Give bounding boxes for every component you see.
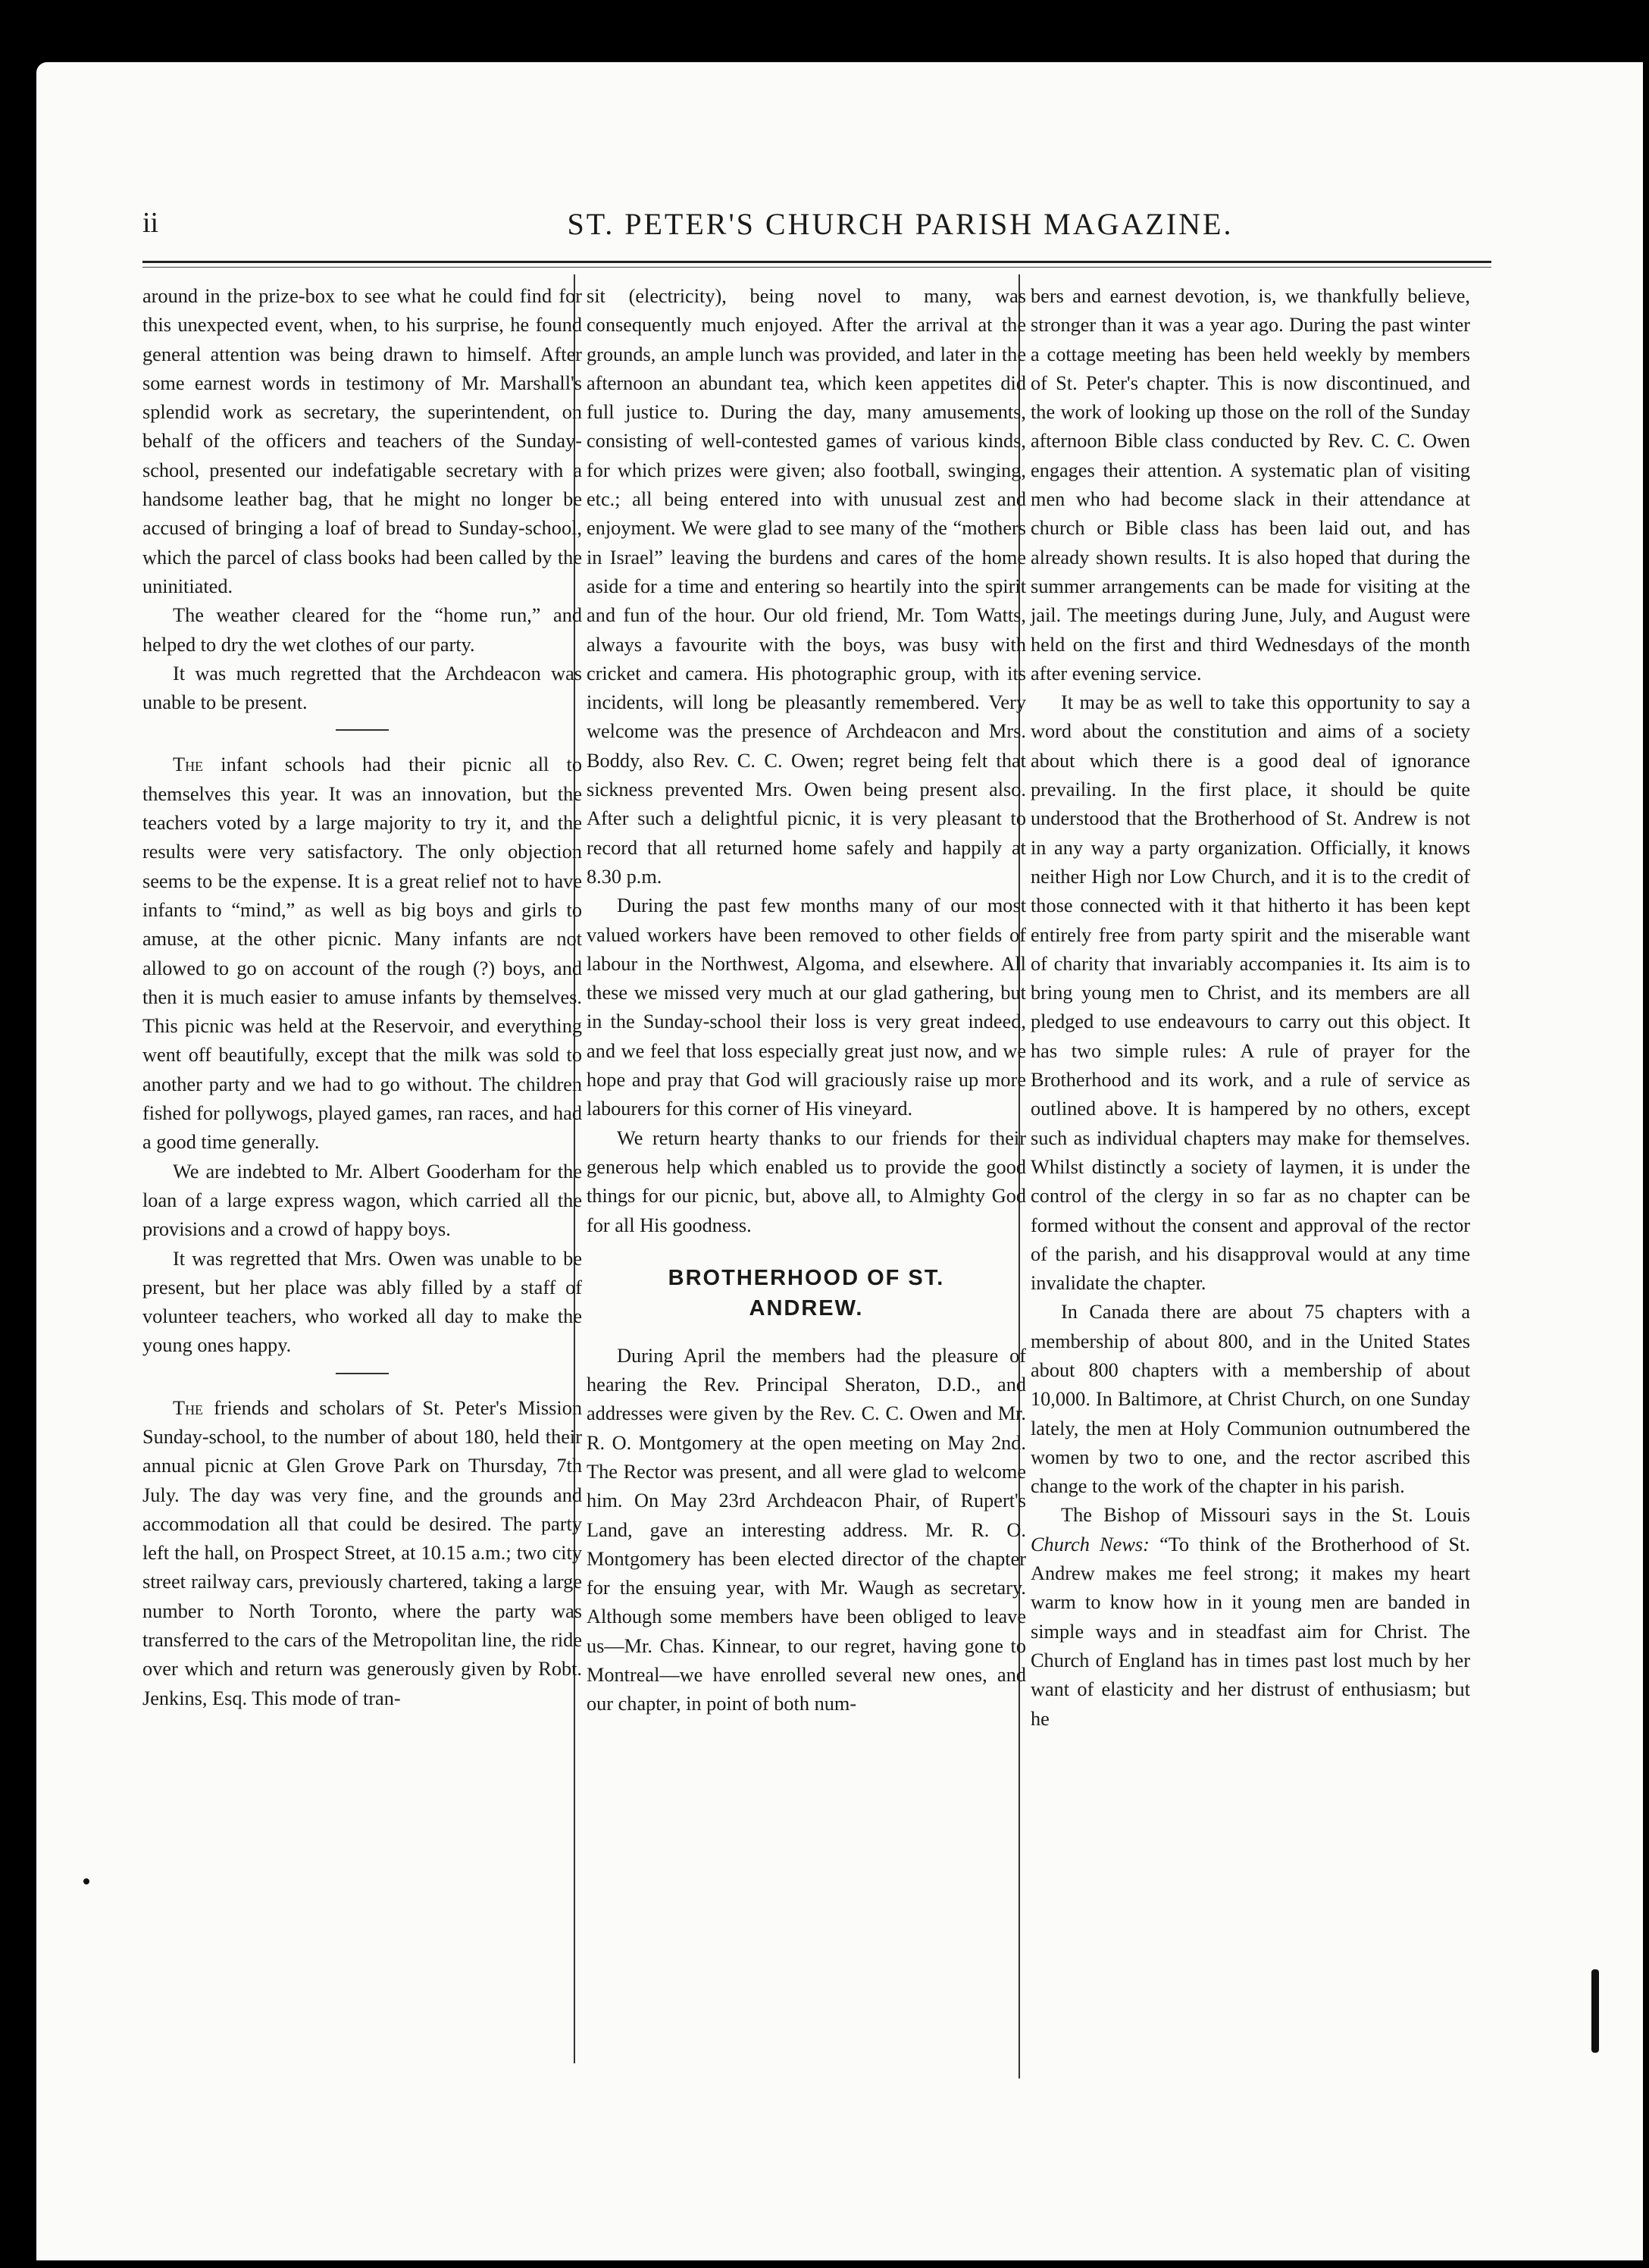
paragraph: It was much regretted that the Archdeacon was unable to be present. bbox=[142, 662, 582, 714]
paragraph bbox=[142, 1394, 582, 1713]
paragraph: around in the prize-box to see what he could find for this unexpected event, when, to his surprise, he found general attention was being drawn to himself. After some earnest words in testimony of Mr. Marshall's splendid work as secretary, the superintendent, on behalf of the officers and teachers of the Sunday-school, presented our indefatigable secretary with a handsome leather bag, that he might no longer be accused of bringing a loaf of bread to Sunday-school, which the parcel of class books had been called by the uninitiated. bbox=[142, 285, 582, 597]
header-rule-thin bbox=[142, 267, 1491, 268]
section-separator bbox=[336, 729, 389, 731]
paragraph: sit (electricity), being novel to many, was consequently much enjoyed. After the arrival at the grounds, an ample lunch was provided, and later in the afternoon an abundant tea, which keen appetites did full justice to. During the day, many amusements, consisting of well-contested games of various kinds, for which prizes were given; also football, swinging, etc.; all being entered into with unusual zest and enjoyment. We were glad to see many of the “mothers in Israel” leaving the burdens and cares of the home aside for a time and entering so heartily into the spirit and fun of the hour. Our old friend, Mr. Tom Watts, always a favourite with the boys, was busy with cricket and camera. His photographic group, with its incidents, will long be pleasantly remembered. Very welcome was the presence of Archdeacon and Mrs. Boddy, also Rev. C. C. Owen; regret being felt that sickness prevented Mrs. Owen being present also. After such a delightful picnic, it is very pleasant to record that all returned home safely and happily at 8.30 p.m. bbox=[587, 285, 1026, 888]
paragraph bbox=[1031, 1501, 1470, 1733]
magazine-title: ST. PETER'S CHURCH PARISH MAGAZINE. bbox=[567, 207, 1234, 241]
page-header bbox=[142, 206, 1507, 252]
paragraph: bers and earnest devotion, is, we thankfully believe, stronger than it was a year ago. During the past winter a cottage meeting has been held weekly by members of St. Peter's chapter. This is now discontinued, and the work of looking up those on the roll of the Sunday afternoon Bible class conducted by Rev. C. C. Owen engages their attention. A systematic plan of visiting men who had become slack in their attendance at church or Bible class has been laid out, and has already shown results. It is also hoped that during the summer arrangements can be made for visiting at the jail. The meetings during June, July, and August were held on the first and third Wednesdays of the month after evening service. bbox=[1031, 285, 1470, 684]
paragraph: During the past few months many of our most valued workers have been removed to other fields of labour in the Northwest, Algoma, and elsewhere. All these we missed very much at our glad gathering, but in the Sunday-school their loss is very great indeed, and we feel that loss especially great just now, and we hope and pray that God will graciously raise up more labourers for this corner of His vineyard. bbox=[587, 894, 1026, 1120]
paragraph-text: friends and scholars of St. Peter's Mission Sunday-school, to the number of about 180, held their annual picnic at Glen Grove Park on Thursday, 7th July. The day was very fine, and the grounds and accommodation all that could be desired. The party left the hall, on Prospect Street, at 10.15 a.m.; two city street railway cars, previously chartered, taking a large number to North Toronto, where the party was transferred to the cars of the Metropolitan line, the ride over which and return was generously given by Robt. Jenkins, Esq. This mode of tran- bbox=[142, 1396, 582, 1709]
scan-mark bbox=[83, 1878, 89, 1884]
section-heading bbox=[587, 1263, 1026, 1324]
heading-line: BROTHERHOOD OF ST. bbox=[668, 1265, 945, 1290]
section-separator bbox=[336, 1373, 389, 1374]
paragraph: It may be as well to take this opportunity to say a word about the constitution and aims of a society about which there is a good deal of ignorance prevailing. In the first place, it should be quite understood that the Brotherhood of St. Andrew is not in any way a party organization. Officially, it knows neither High nor Low Church, and it is to the credit of those connected with it that hitherto it has been kept entirely free from party spirit and the miserable want of charity that invariably accompanies it. Its aim is to bring young men to Christ, and its members are all pledged to use endeavours to carry out this object. It has two simple rules: A rule of prayer for the Brotherhood and its work, and a rule of service as outlined above. It is hampered by no others, except such as individual chapters may make for themselves. Whilst distinctly a society of laymen, it is under the control of the clergy in so far as no chapter can be formed without the consent and approval of the rector of the parish, and his disapproval would at any time invalidate the chapter. bbox=[1031, 691, 1470, 1295]
heading-line: ANDREW. bbox=[749, 1295, 864, 1320]
page-number: ii bbox=[142, 207, 159, 239]
publication-name: Church News: bbox=[1031, 1533, 1150, 1555]
magazine-page bbox=[36, 62, 1643, 2260]
paragraph: During April the members had the pleasure of hearing the Rev. Principal Sheraton, D.D., and addresses were given by the Rev. C. C. Owen and Mr. R. O. Montgomery at the open meeting on May 2nd. The Rector was present, and all were glad to welcome him. On May 23rd Archdeacon Phair, of Rupert's Land, gave an interesting address. Mr. R. O. Montgomery has been elected director of the chapter for the ensuing year, with Mr. Waugh as secretary. Although some members have been obliged to leave us—Mr. Chas. Kinnear, to our regret, having gone to Montreal—we have enrolled several new ones, and our chapter, in point of both num- bbox=[587, 1344, 1026, 1715]
paragraph bbox=[142, 750, 582, 1157]
paragraph: We return hearty thanks to our friends for their generous help which enabled us to provide the good things for our picnic, but, above all, to Almighty God for all His goodness. bbox=[587, 1126, 1026, 1236]
paragraph-text: The Bishop of Missouri says in the St. Louis bbox=[1061, 1504, 1470, 1527]
paragraph: The weather cleared for the “home run,” and helped to dry the wet clothes of our party. bbox=[142, 604, 582, 656]
column-3 bbox=[1031, 282, 1470, 1734]
scan-mark bbox=[1591, 1969, 1599, 2053]
lead-word: The bbox=[173, 1396, 204, 1419]
lead-word: The bbox=[173, 753, 204, 776]
column-1 bbox=[142, 282, 582, 1713]
paragraph: We are indebted to Mr. Albert Gooderham for the loan of a large express wagon, which carried all the provisions and a crowd of happy boys. bbox=[142, 1160, 582, 1241]
paragraph-text: “To think of the Brotherhood of St. Andrew makes me feel strong; it makes my heart warm to know how in it young men are banded in simple ways and in steadfast aim for Christ. The Church of England has in times past lost much by her want of elasticity and her distrust of enthusiasm; but he bbox=[1031, 1533, 1470, 1730]
paragraph: It was regretted that Mrs. Owen was unable to be present, but her place was ably filled by a staff of volunteer teachers, who worked all day to make the young ones happy. bbox=[142, 1247, 582, 1357]
column-2 bbox=[587, 282, 1026, 1719]
paragraph: In Canada there are about 75 chapters with a membership of about 800, and in the United States about 800 chapters with a membership of about 10,000. In Baltimore, at Christ Church, on one Sunday lately, the men at Holy Communion outnumbered the women by two to one, and the rector ascribed this change to the work of the chapter in his parish. bbox=[1031, 1301, 1470, 1498]
paragraph-text: infant schools had their picnic all to themselves this year. It was an innovation, but the teachers voted by a large majority to try it, and the results were very satisfactory. The only objection seems to be the expense. It is a great relief not to have infants to “mind,” as well as big boys and girls to amuse, at the other picnic. Many infants are not allowed to go on account of the rough (?) boys, and then it is much easier to amuse infants by themselves. This picnic was held at the Reservoir, and everything went off beautifully, except that the milk was sold to another party and we had to go without. The children fished for pollywogs, played games, ran races, and had a good time generally. bbox=[142, 753, 582, 1154]
header-rule bbox=[142, 261, 1491, 263]
